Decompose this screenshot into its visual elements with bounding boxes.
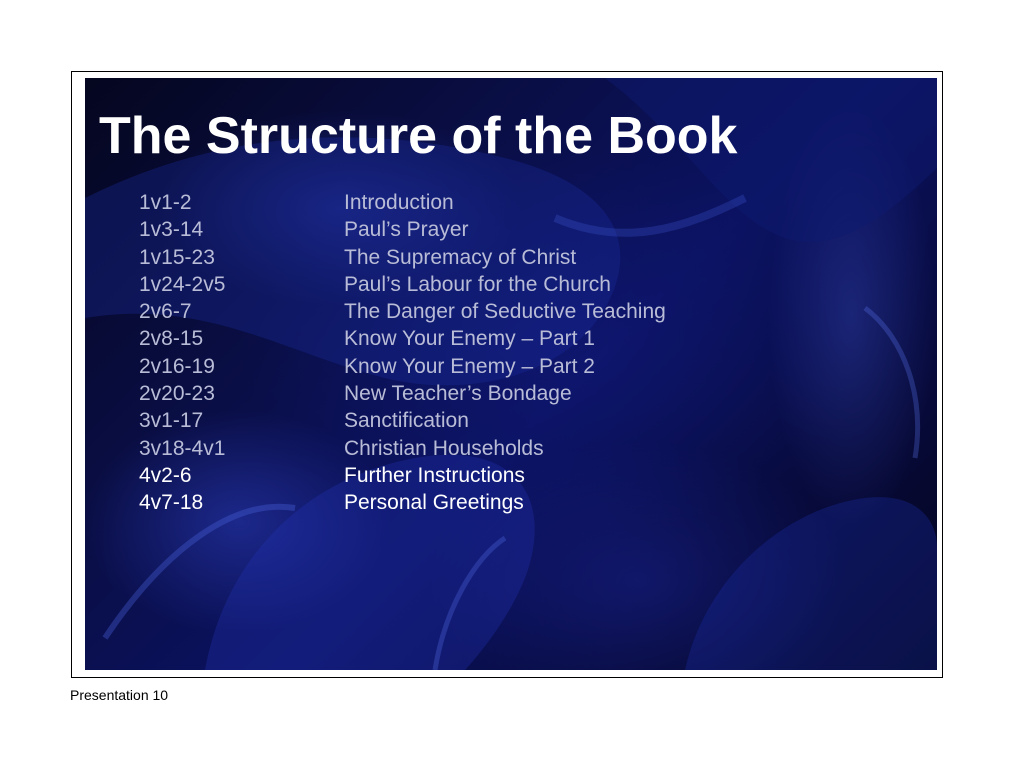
scripture-reference: 3v1-17 xyxy=(139,409,204,433)
section-topic: Paul’s Labour for the Church xyxy=(344,272,611,296)
section-topic: Know Your Enemy – Part 1 xyxy=(344,327,595,351)
scripture-reference: 4v7-18 xyxy=(139,491,204,515)
scripture-reference: 2v20-23 xyxy=(139,382,215,406)
scripture-reference: 1v15-23 xyxy=(139,245,215,269)
section-topic: Christian Households xyxy=(344,436,544,460)
scripture-reference: 2v16-19 xyxy=(139,354,215,378)
scripture-reference: 4v2-6 xyxy=(139,463,192,487)
list-item xyxy=(139,244,839,271)
list-item xyxy=(139,380,839,407)
list-item xyxy=(139,489,839,516)
scripture-reference: 1v3-14 xyxy=(139,218,204,242)
section-topic: Know Your Enemy – Part 2 xyxy=(344,354,595,378)
slide xyxy=(85,78,937,670)
slide-title: The Structure of the Book xyxy=(99,107,738,165)
section-topic: Further Instructions xyxy=(344,463,525,487)
list-item xyxy=(139,462,839,489)
list-item xyxy=(139,216,839,243)
section-topic: Paul’s Prayer xyxy=(344,218,469,242)
scripture-reference: 1v24-2v5 xyxy=(139,272,226,296)
section-topic: Sanctification xyxy=(344,409,469,433)
scripture-reference: 2v8-15 xyxy=(139,327,204,351)
list-item xyxy=(139,189,839,216)
section-topic: Introduction xyxy=(344,191,454,214)
list-item xyxy=(139,298,839,325)
book-structure-list xyxy=(139,189,839,517)
section-topic: The Supremacy of Christ xyxy=(344,245,577,269)
scripture-reference: 3v18-4v1 xyxy=(139,436,226,460)
list-item xyxy=(139,407,839,434)
section-topic: The Danger of Seductive Teaching xyxy=(344,300,666,324)
scripture-reference: 1v1-2 xyxy=(139,191,192,214)
presentation-footer: Presentation 10 xyxy=(70,687,169,703)
section-topic: Personal Greetings xyxy=(344,491,524,515)
scripture-reference: 2v6-7 xyxy=(139,300,192,324)
section-topic: New Teacher’s Bondage xyxy=(344,382,572,406)
list-item xyxy=(139,271,839,298)
list-item xyxy=(139,353,839,380)
list-item xyxy=(139,435,839,462)
list-item xyxy=(139,325,839,352)
